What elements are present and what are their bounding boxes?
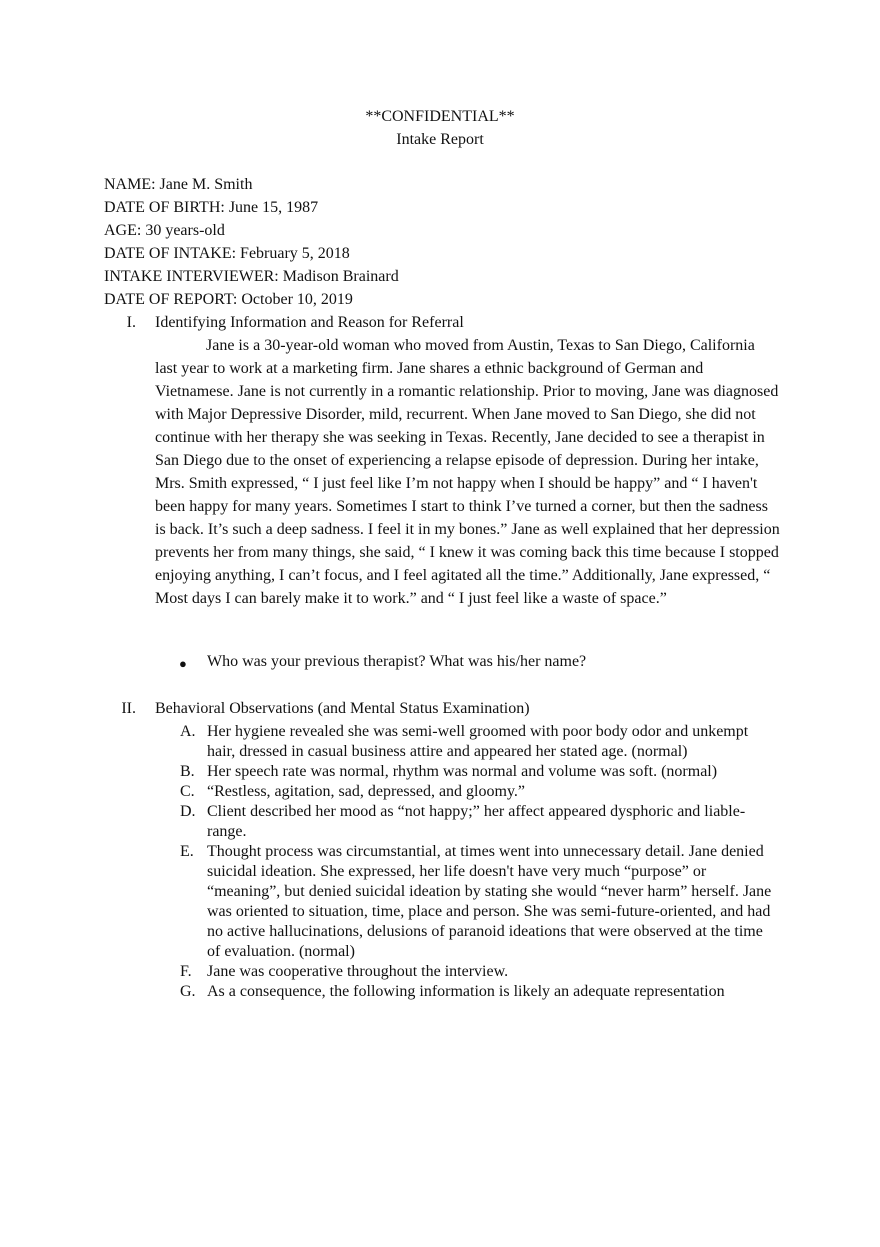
observation-item	[180, 842, 780, 962]
observation-item	[180, 962, 780, 982]
observation-letter: D.	[180, 803, 196, 820]
field-intake-interviewer: INTAKE INTERVIEWER: Madison Brainard	[104, 268, 399, 285]
observation-item	[180, 722, 780, 762]
field-date-of-intake: DATE OF INTAKE: February 5, 2018	[104, 245, 350, 262]
observation-list	[180, 722, 780, 1002]
observation-text: “Restless, agitation, sad, depressed, and gloomy.”	[207, 783, 525, 800]
section-2-title: Behavioral Observations (and Mental Status Examination)	[155, 700, 530, 717]
observation-text: Her speech rate was normal, rhythm was normal and volume was soft. (normal)	[207, 763, 718, 780]
observation-text: Client described her mood as “not happy;” her affect appeared dysphoric and liable-range.	[207, 803, 746, 840]
observation-item	[180, 762, 780, 782]
observation-text: Jane was cooperative throughout the interview.	[207, 963, 509, 980]
observation-letter: B.	[180, 763, 195, 780]
observation-item	[180, 802, 780, 842]
observation-letter: A.	[180, 723, 196, 740]
observation-text: As a consequence, the following information is likely an adequate representation	[207, 983, 725, 1000]
confidential-heading: **CONFIDENTIAL**	[365, 108, 515, 125]
observation-letter: C.	[180, 783, 195, 800]
section-1-number: I.	[126, 314, 136, 331]
bullet-icon: ●	[179, 656, 187, 671]
report-title: Intake Report	[396, 131, 484, 148]
field-age: AGE: 30 years-old	[104, 222, 225, 239]
observation-letter: G.	[180, 983, 196, 1000]
section-1-title: Identifying Information and Reason for Referral	[155, 314, 464, 331]
observation-letter: E.	[180, 843, 194, 860]
observation-letter: F.	[180, 963, 192, 980]
observation-item	[180, 982, 780, 1002]
section-2-number: II.	[121, 700, 136, 717]
section-1-bullet: Who was your previous therapist? What was his/her name?	[207, 653, 587, 670]
field-date-of-birth: DATE OF BIRTH: June 15, 1987	[104, 199, 319, 216]
section-1-paragraph: Jane is a 30-year-old woman who moved from Austin, Texas to San Diego, California last year to work at a marketing firm. Jane shares a ethnic background of German and Vietnamese. Jane is not currently in a romantic relationship. Prior to moving, Jane was diagnosed with Major Depressive Disorder, mild, recurrent. When Jane moved to San Diego, she did not continue with her therapy she was seeking in Texas. Recently, Jane decided to see a therapist in San Diego due to the onset of experiencing a relapse episode of depression. During her intake, Mrs. Smith expressed, “ I just feel like I’m not happy when I should be happy” and “ I haven't been happy for many years. Sometimes I start to think I’ve turned a corner, but then the sadness is back. It’s such a deep sadness. I feel it in my bones.” Jane as well explained that her depression prevents her from many things, she said, “ I knew it was coming back this time because I stopped enjoying anything, I can’t focus, and I feel agitated all the time.” Additionally, Jane expressed, “ Most days I can barely make it to work.” and “ I just feel like a waste of space.”	[155, 337, 780, 607]
field-name: NAME: Jane M. Smith	[104, 176, 253, 193]
field-date-of-report: DATE OF REPORT: October 10, 2019	[104, 291, 353, 308]
observation-item	[180, 782, 780, 802]
observation-text: Thought process was circumstantial, at times went into unnecessary detail. Jane denied suicidal ideation. She expressed, her life doesn't have very much “purpose” or “meaning”, but denied suicidal ideation by stating she would “never harm” herself. Jane was oriented to situation, time, place and person. She was semi-future-oriented, and had no active hallucinations, delusions of paranoid ideations that were observed at the time of evaluation. (normal)	[207, 843, 772, 960]
observation-text: Her hygiene revealed she was semi-well groomed with poor body odor and unkempt hair, dressed in casual business attire and appeared her stated age. (normal)	[207, 723, 749, 760]
